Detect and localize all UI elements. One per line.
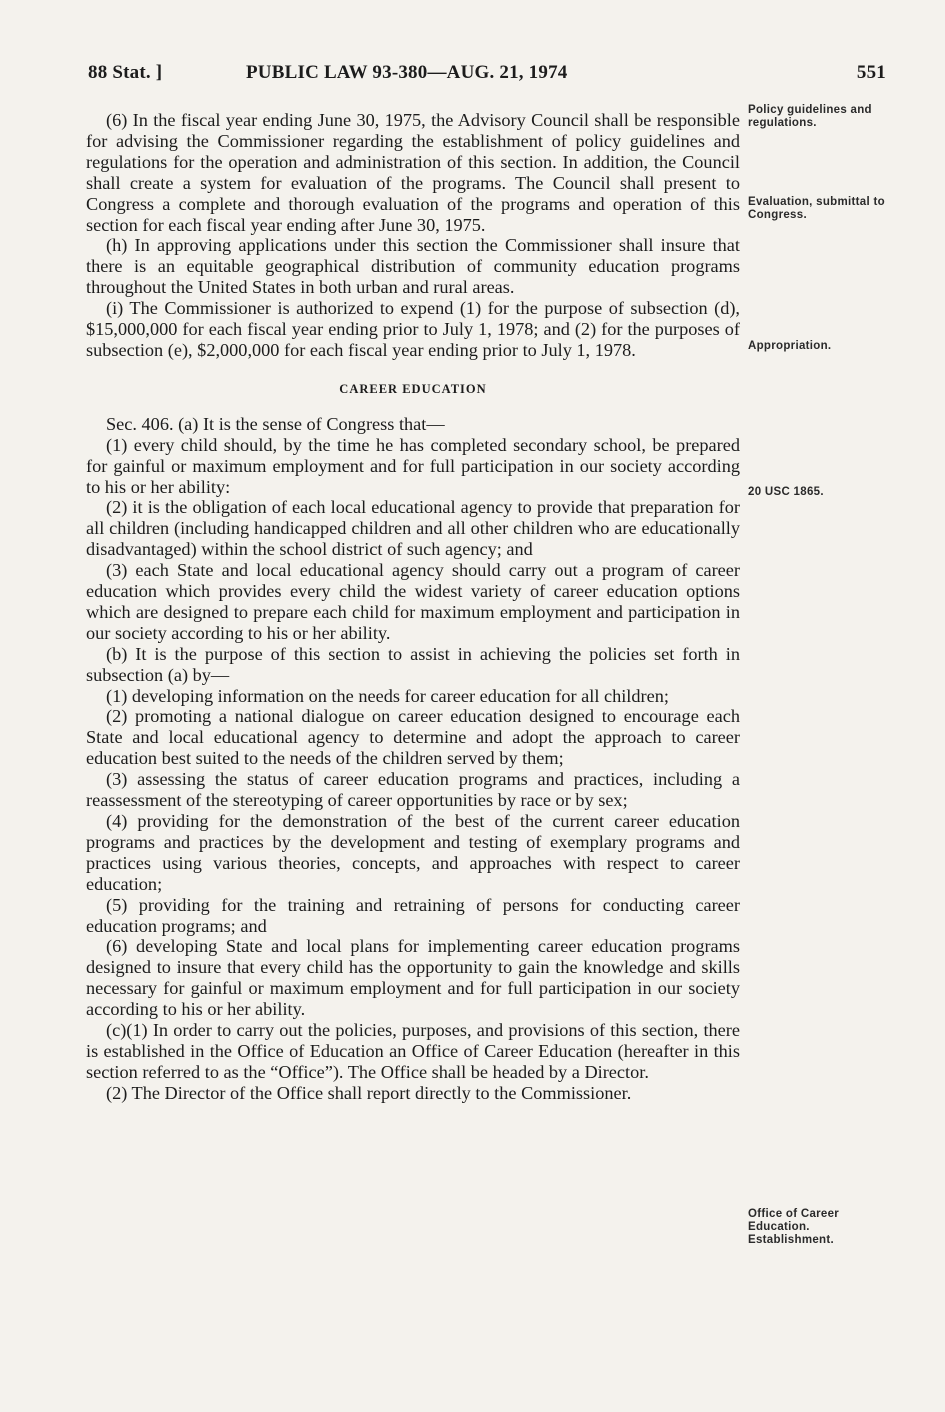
subsection-c2: (2) The Director of the Office shall report directly to the Commissioner. — [106, 1082, 632, 1103]
margin-note-policy: Policy guidelines and regulations. — [748, 104, 872, 129]
margin-note-appropriation: Appropriation. — [748, 340, 832, 352]
clause-b6: (6) developing State and local plans for implementing career education programs designed to insure that every child has the opportunity to gain the knowledge and skills necessary for gainful or maximum employment and for full participation in our society according to his or her ability. — [86, 936, 740, 1020]
margin-note-evaluation: Evaluation, submittal to Congress. — [748, 196, 885, 221]
clause-b1: (1) developing information on the needs for career education for all children; — [106, 685, 669, 706]
paragraph-h: (h) In approving applications under this section the Commissioner shall insure that there is an equitable geographical distribution of community education programs throughout the United States in both urban and rural areas. — [86, 235, 740, 298]
clause-a3: (3) each State and local educational agency should carry out a program of career education which provides every child the widest variety of career education options which are designed to prepare each child for maximum employment and participation in our society according to his or her ability. — [86, 560, 740, 643]
section-406-lead: Sec. 406. (a) It is the sense of Congress that— — [106, 413, 445, 434]
body-text — [86, 110, 740, 1104]
section-heading: CAREER EDUCATION — [339, 381, 487, 396]
subsection-b: (b) It is the purpose of this section to assist in achieving the policies set forth in subsection (a) by— — [86, 643, 740, 685]
subsection-c1: (c)(1) In order to carry out the policies, purposes, and provisions of this section, there is established in the Office of Education an Office of Career Education (hereafter in this section referred to as the “Office”). The Office shall be headed by a Director. — [86, 1020, 740, 1082]
paragraph-i: (i) The Commissioner is authorized to expend (1) for the purpose of subsection (d), $15,000,000 for each fiscal year ending prior to July 1, 1978; and (2) for the purposes of subsection (e), $2,000,000 for each fiscal year ending prior to July 1, 1978. — [86, 298, 740, 360]
clause-b2: (2) promoting a national dialogue on career education designed to encourage each State and local educational agency to determine and adopt the approach to career education best suited to the needs of the children served by them; — [86, 706, 740, 769]
clause-a2: (2) it is the obligation of each local educational agency to provide that preparation for all children (including handicapped children and all other children who are educationally disadvantaged) within the school district of such agency; and — [86, 497, 740, 560]
margin-note-usc: 20 USC 1865. — [748, 486, 824, 498]
page-header — [88, 62, 886, 86]
page-number: 551 — [856, 62, 886, 83]
clause-b3: (3) assessing the status of career education programs and practices, including a reassessment of the stereotyping of career opportunities by race or by sex; — [86, 769, 740, 811]
paragraph-g: (6) In the fiscal year ending June 30, 1975, the Advisory Council shall be responsible for advising the Commissioner regarding the establishment of policy guidelines and regulations for the operation and administration of this section. In addition, the Council shall create a system for evaluation of the programs. The Council shall present to Congress a complete and thorough evaluation of the programs and operation of this section for each fiscal year ending after June 30, 1975. — [86, 110, 740, 235]
margin-note-office: Office of Career Education. Establishment. — [748, 1208, 840, 1246]
clause-b5: (5) providing for the training and retraining of persons for conducting career education programs; and — [86, 894, 740, 936]
running-title: PUBLIC LAW 93-380—AUG. 21, 1974 — [246, 62, 568, 83]
statute-reference: 88 Stat. ] — [88, 62, 163, 83]
clause-a1: (1) every child should, by the time he has completed secondary school, be prepared for gainful or maximum employment and for full participation in our society according to his or her ability: — [86, 434, 740, 497]
clause-b4: (4) providing for the demonstration of the best of the current career education programs and practices by the development and testing of exemplary programs and practices using various theories, concepts, and approaches with respect to career education; — [86, 811, 740, 894]
